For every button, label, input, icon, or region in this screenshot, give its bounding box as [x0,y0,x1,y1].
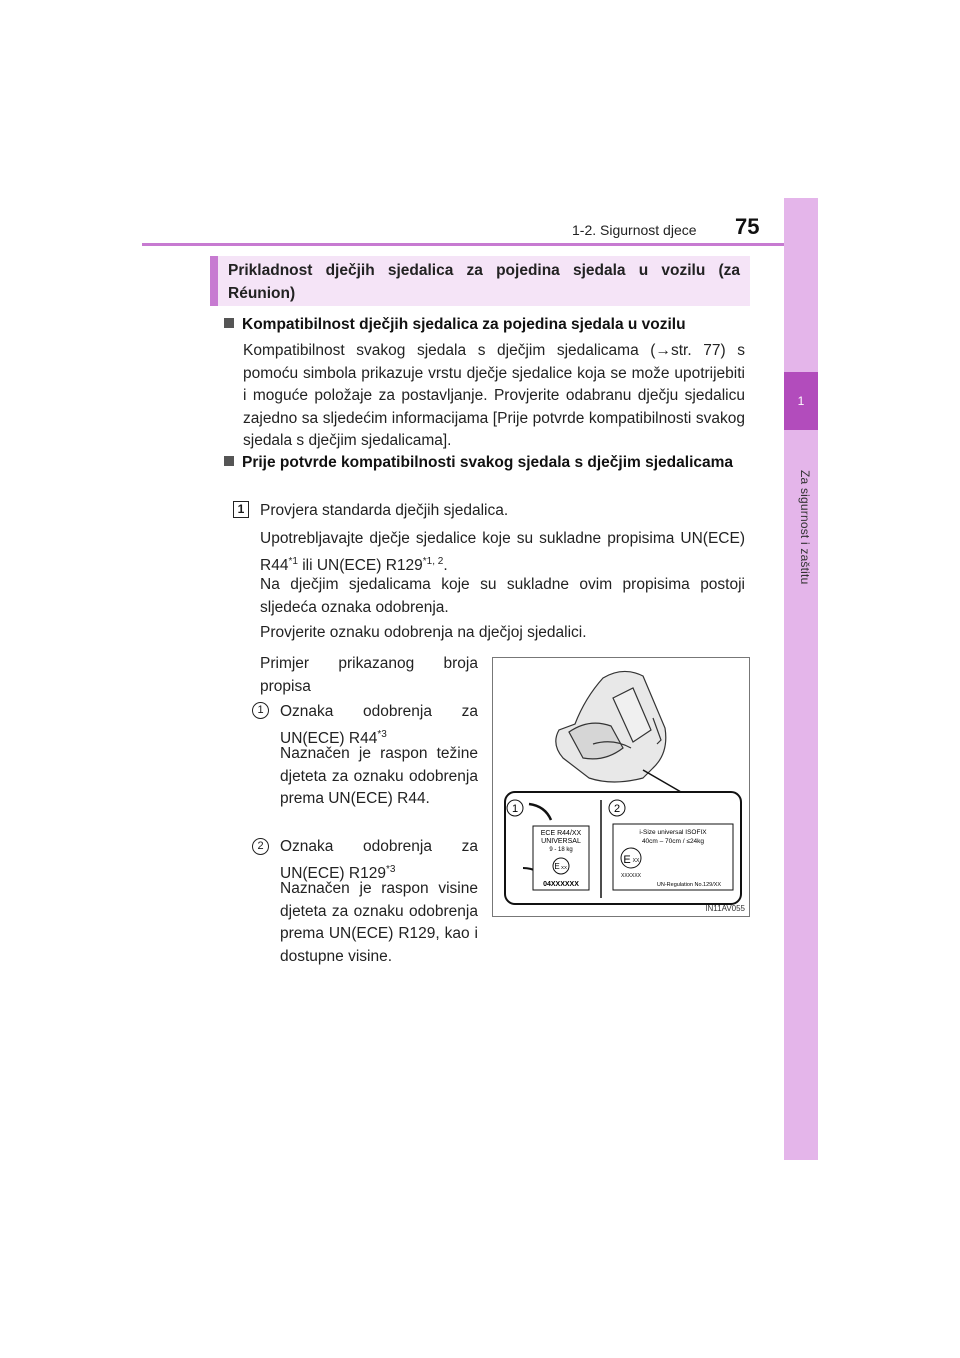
chapter-side-strip [784,198,818,1160]
section-heading: Prikladnost dječjih sjedalica za pojedina sjedala u vozilu (za Réunion) [210,256,750,306]
example-label: Primjer prikazanog broja propisa [260,655,478,695]
footnote-ref: *3 [385,863,396,875]
r44-label-line2: UNIVERSAL [541,838,581,845]
footnote-ref: *1 [288,555,298,567]
callout-2-description: Naznačen je raspon visine djeteta za oznaku odobrenja prema UN(ECE) R129, kao i dostupne visine. [280,880,478,965]
bullet-paragraph: Kompatibilnost svakog sjedala s dječjim sjedalicama (→str. 77) s pomoću simbola prikazuje vrstu dječje sjedalice koja se može upotrijebiti i moguće položaje za postavljanje. Provjerite odabranu dječju sjedalicu zajedno sa sljedećim informacijama [Prije potvrde kompatibilnosti svakog sjedala s dječjim sjedalicama]. [243,342,745,449]
r44-e-mark-sub: XX [560,865,568,870]
chapter-title: Za sigurnost i zaštitu [798,470,812,585]
child-seat-illustration [493,658,751,918]
approval-label-figure [492,657,750,917]
callout-2-title-text: Oznaka odobrenja za UN(ECE) R129 [280,838,478,882]
running-header-section: 1-2. Sigurnost djece [572,222,697,238]
callout-number-2: 2 [252,838,269,855]
r44-label-line1: ECE R44/XX [540,830,582,837]
figure-callout-2: 2 [613,803,621,815]
r129-label-line1: i-Size universal ISOFIX [639,829,707,836]
bullet-heading-text: Prije potvrde kompatibilnosti svakog sjedala s dječjim sjedalicama [242,454,734,471]
step-paragraph-standards [260,528,745,577]
footnote-ref: *1, 2 [422,555,444,567]
standards-text-c: . [443,556,448,574]
r129-label-line2: 40cm – 70cm / ≤24kg [641,838,705,845]
chapter-number: 1 [797,394,805,408]
r44-label-line3: 9 - 18 kg [549,847,573,853]
r44-e-mark: E [554,862,560,871]
footnote-ref: *3 [377,728,387,740]
step-title: Provjera standarda dječjih sjedalica. [260,502,509,519]
step-paragraph-check: Provjerite oznaku odobrenja na dječjoj sjedalici. [260,624,587,641]
r44-approval-number: 04XXXXXX [543,881,579,888]
figure-code: IN11AV055 [705,904,745,913]
figure-callout-1: 1 [511,803,519,815]
r129-approval-number: XXXXXX [620,873,642,879]
standards-text-b: ili UN(ECE) R129 [297,556,423,574]
step-paragraph-marking: Na dječjim sjedalicama koje su sukladne ovim propisima postoji sljedeća oznaka odobrenja. [260,576,745,616]
callout-1-title-text: Oznaka odobrenja za UN(ECE) R44 [280,703,478,747]
r129-e-mark: E [623,854,631,866]
bullet-square-icon [224,456,234,466]
step-number-box: 1 [233,501,249,518]
bullet-square-icon [224,318,234,328]
bullet-heading-compatibility [224,314,686,336]
chapter-tab [784,372,818,430]
callout-number-1: 1 [252,702,269,719]
page-number: 75 [735,214,760,239]
standards-text-a: Upotrebljavajte dječje sjedalice koje su sukladne propisima UN(ECE) R44 [260,530,745,574]
bullet-heading-before-confirm [224,452,746,474]
callout-1-description: Naznačen je raspon težine djeteta za oznaku odobrenja prema UN(ECE) R44. [280,745,478,807]
r129-e-mark-sub: XX [632,858,640,864]
bullet-heading-text: Kompatibilnost dječjih sjedalica za pojedina sjedala u vozilu [242,316,686,333]
header-rule [142,243,818,246]
r129-regulation-number: UN-Regulation No.129/XX [656,882,722,888]
